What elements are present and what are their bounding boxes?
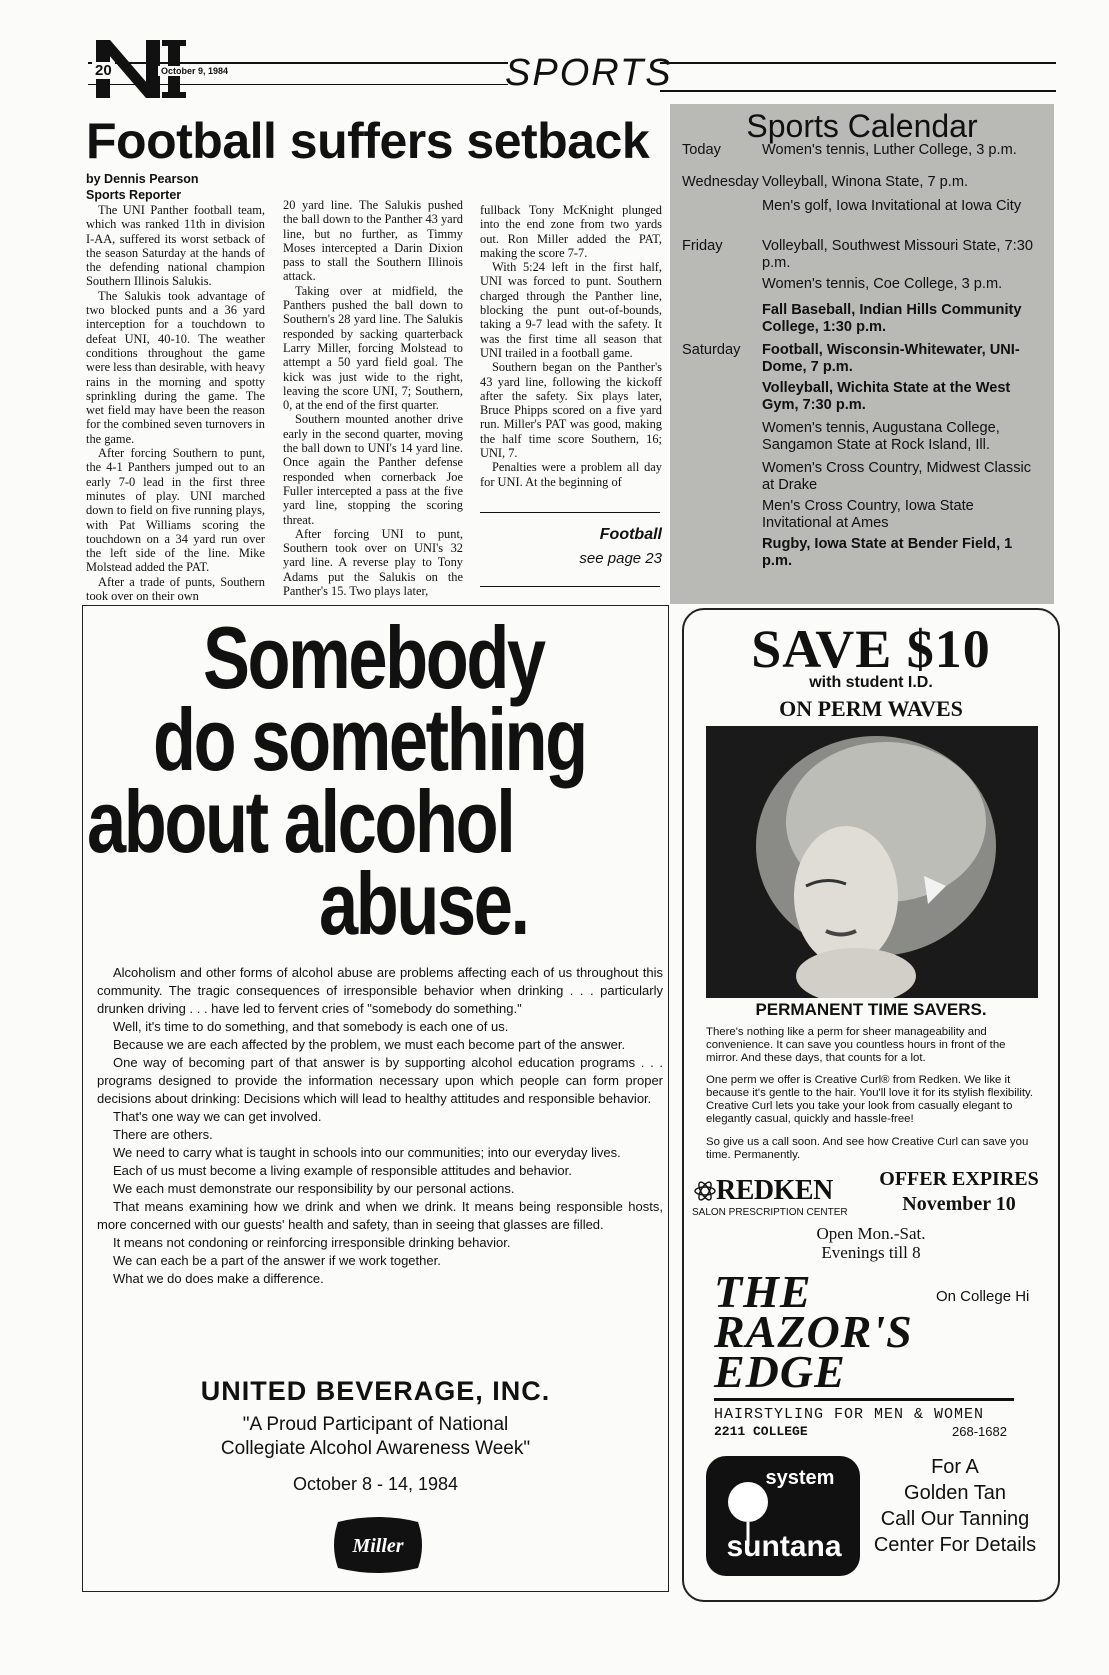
salon-name-line-1: THE [714, 1266, 812, 1317]
calendar-event: Men's Cross Country, Iowa State Invitational at Ames [762, 498, 974, 531]
tanning-line-1: For A [931, 1456, 979, 1478]
sports-calendar [670, 104, 1054, 604]
model-portrait-photo [706, 726, 1038, 998]
salon-phone: 268-1682 [952, 1424, 1007, 1439]
calendar-event: Volleyball, Southwest Missouri State, 7:30 p.m. [762, 238, 1033, 271]
perm-paragraph: So give us a call soon. And see how Creative Curl can save you time. Permanently. [706, 1136, 1029, 1161]
masthead-rule-right-bottom [660, 90, 1056, 92]
article-column-3 [480, 203, 662, 489]
save-subhead: with student I.D. [809, 674, 933, 691]
article-column-2 [283, 198, 463, 598]
salon-hours-days: Open Mon.-Sat. [816, 1224, 926, 1243]
masthead-rule-top [88, 62, 508, 64]
calendar-event: Volleyball, Wichita State at the West Gym, 7:30 p.m. [762, 380, 1011, 413]
calendar-event: Women's tennis, Luther College, 3 p.m. [762, 142, 1017, 158]
calendar-event: Women's Cross Country, Midwest Classic at Drake [762, 460, 1032, 493]
paragraph: 20 yard line. The Salukis pushed the ball down to the Panther 43 yard line, but no further, as Timmy Moses intercepted a Darin Dixion pass to stall the Southern Illinois attack. [283, 198, 463, 284]
perm-paragraph: There's nothing like a perm for sheer manageability and convenience. It can save you countless hours in front of the mirror. And these days, that counts for a lot. [706, 1026, 1006, 1064]
ad-paragraph: What we do does make a difference. [113, 1271, 324, 1286]
salon-name-line-2: RAZOR'S [714, 1306, 913, 1357]
masthead-rule-right-top [660, 62, 1056, 64]
ad-paragraph: Each of us must become a living example of responsible attitudes and behavior. [113, 1163, 572, 1178]
article-headline: Football suffers setback [86, 113, 650, 169]
byline [86, 171, 199, 203]
suntana-logo-name: suntana [726, 1530, 842, 1563]
salon-name-line-3: EDGE [714, 1346, 846, 1397]
redken-atom-icon [694, 1180, 716, 1202]
ad-paragraph: Because we are each affected by the problem, we must each become part of the answer. [113, 1037, 626, 1052]
paragraph: After forcing UNI to punt, Southern took over on UNI's 32 yard line. A reverse play to Tony Adams put the Salukis on the Panther's 15. Two plays later, [283, 526, 463, 599]
save-headline: SAVE $10 [751, 619, 991, 679]
calendar-event: Rugby, Iowa State at Bender Field, 1 p.m. [762, 536, 1013, 569]
salon-services: HAIRSTYLING FOR MEN & WOMEN [714, 1406, 985, 1423]
paragraph: After a trade of punts, Southern took over on their own [86, 574, 265, 604]
calendar-event: Fall Baseball, Indian Hills Community College, 1:30 p.m. [762, 302, 1022, 335]
calendar-event: Volleyball, Winona State, 7 p.m. [762, 174, 969, 190]
paragraph: Penalties were a problem all day for UNI. At the beginning of [480, 460, 662, 489]
calendar-day: Friday [682, 238, 723, 254]
calendar-event: Women's tennis, Coe College, 3 p.m. [762, 276, 1003, 292]
ad-event-dates: October 8 - 14, 1984 [292, 1474, 459, 1494]
paragraph: After forcing Southern to punt, the 4-1 Panthers jumped out to an early 7-0 lead in the first three minutes of play. UNI marched down to field on five running plays, with Pat Williams scoring the touchdown on a 34 yard run over the left side of the line. Mike Molstead added the PAT. [86, 446, 265, 575]
salon-hours-evenings: Evenings till 8 [821, 1243, 921, 1262]
ad-paragraph: Well, it's time to do something, and that somebody is each one of us. [113, 1019, 509, 1034]
tanning-line-4: Center For Details [873, 1534, 1037, 1556]
salon-location: On College Hi [936, 1288, 1030, 1305]
offer-expires-label: OFFER EXPIRES [879, 1168, 1039, 1190]
paragraph: Southern mounted another drive early in the second quarter, moving the ball down to UNI's 14 yard line. Once again the Panther defense responded when cornerback Joe Fuller intercepted a pass at the five yard line, stopping the scoring threat. [283, 412, 463, 527]
page-number: 20 [92, 62, 115, 79]
ad-paragraph: There are others. [113, 1127, 213, 1142]
paragraph: The UNI Panther football team, which was ranked 11th in division I-AA, suffered its worst setback of the season Saturday at the hands of the defending national champion Southern Illinois Salukis. [86, 203, 265, 289]
tanning-line-3: Call Our Tanning [880, 1508, 1030, 1530]
ad-headline-line-2: do something [153, 690, 586, 789]
paragraph: The Salukis took advantage of two blocked punts and a 36 yard interception for a touchdown to defeat UNI, 40-10. The weather conditions throughout the game were less than desirable, with heavy rains in the morning and spotty sprinkling during the game. The wet field may have been the reason for the combined seven turnovers in the game. [86, 288, 265, 446]
ad-paragraph: That means examining how we drink and when we drink. It means being responsible hosts, more concerned with our guests' health and safety, than in seeing that glasses are filled. [97, 1199, 663, 1232]
ad-headline-line-1: Somebody [203, 608, 544, 707]
perm-paragraph: One perm we offer is Creative Curl® from Redken. We like it because it's gentle to the hair. You'll love it for its stylish flexibility. Creative Curl lets you take your look from casually elegant to elegantly casual, quickly and hassle-free! [706, 1074, 1034, 1125]
ad-paragraph: It means not condoning or reinforcing irresponsible drinking behavior. [113, 1235, 511, 1250]
calendar-event: Women's tennis, Augustana College, Sangamon State at Rock Island, Ill. [762, 420, 1000, 453]
byline-name: by Dennis Pearson [86, 172, 199, 186]
ad-body [97, 964, 663, 1288]
jump-page-link[interactable]: see page 23 [579, 550, 662, 567]
paragraph: fullback Tony McKnight plunged into the end zone from two yards out. Ron Miller added the PAT, making the score 7-7. [480, 203, 662, 260]
byline-role: Sports Reporter [86, 188, 182, 202]
ad-headline-line-3: about alcohol [87, 772, 514, 871]
ad-sponsor-name: UNITED BEVERAGE, INC. [200, 1376, 551, 1406]
jump-rule [480, 512, 660, 513]
ad-paragraph: That's one way we can get involved. [113, 1109, 322, 1124]
calendar-day: Today [682, 142, 721, 158]
calendar-day: Saturday [682, 342, 741, 358]
miller-logo-icon [328, 1514, 428, 1576]
offer-expires-date: November 10 [902, 1193, 1016, 1215]
redken-brand: REDKEN [716, 1175, 833, 1206]
alcohol-awareness-ad [82, 605, 669, 1592]
section-title: SPORTS [505, 52, 673, 94]
perm-waves-ad [682, 608, 1060, 1602]
ad-paragraph: We can each be a part of the answer if we work together. [113, 1253, 441, 1268]
ad-tagline-line-1: "A Proud Participant of National [242, 1414, 509, 1435]
suntana-logo-icon [704, 1450, 862, 1582]
perm-title: PERMANENT TIME SAVERS. [755, 1000, 987, 1019]
issue-date: October 9, 1984 [158, 66, 231, 76]
article-column-1 [86, 203, 265, 603]
jump-label: Football [599, 526, 662, 543]
ad-headline-line-4: abuse. [319, 854, 528, 953]
redken-subtitle: SALON PRESCRIPTION CENTER [692, 1207, 848, 1218]
masthead-rule-bottom [88, 84, 508, 85]
paragraph: Southern began on the Panther's 43 yard line, following the kickoff after the safety. Six plays later, Bruce Phipps scored on a five yard run. Miller's PAT was good, making the half time score Southern, 16; UNI, 7. [480, 360, 662, 461]
salon-address: 2211 COLLEGE [714, 1424, 808, 1439]
ad-paragraph: We each must demonstrate our responsibility by our personal actions. [113, 1181, 515, 1196]
miller-logo-text: Miller [352, 1535, 404, 1557]
ad-paragraph: Alcoholism and other forms of alcohol abuse are problems affecting each of us throughout this community. The tragic consequences of irresponsible behavior when drinking . . . particularly drunken driving . . . have led to fervent cries of "somebody do something." [97, 965, 663, 1016]
calendar-day: Wednesday [682, 174, 759, 190]
calendar-event: Football, Wisconsin-Whitewater, UNI-Dome, 7 p.m. [762, 342, 1020, 375]
perm-offer: ON PERM WAVES [779, 696, 963, 721]
jump-rule [480, 586, 660, 587]
paragraph: Taking over at midfield, the Panthers pushed the ball down to Southern's 28 yard line. The Salukis responded by sacking quarterback Larry Miller, forcing Molstead to attempt a 50 yard field goal. The kick was just wide to the right, leaving the score UNI, 7; Southern, 0, at the end of the first quarter. [283, 283, 463, 413]
ad-tagline-line-2: Collegiate Alcohol Awareness Week" [220, 1438, 531, 1459]
suntana-logo-system: system [765, 1467, 835, 1489]
ad-paragraph: One way of becoming part of that answer is by supporting alcohol education programs . . . programs designed to provide the information necessary upon which people can form proper decisions about drinking: Decisions which will lead to healthy attitudes and responsible behavior. [97, 1055, 663, 1106]
tanning-line-2: Golden Tan [904, 1482, 1006, 1504]
salon-rule [714, 1398, 1014, 1401]
ad-paragraph: We need to carry what is taught in schools into our communities; into our everyday lives. [113, 1145, 621, 1160]
calendar-event: Men's golf, Iowa Invitational at Iowa City [762, 198, 1022, 214]
paragraph: With 5:24 left in the first half, UNI was forced to punt. Southern charged through the Panther line, blocking the punt out-of-bounds, taking a 9-7 lead with the safety. It was the first time all season that UNI trailed in a football game. [480, 260, 662, 360]
calendar-title: Sports Calendar [746, 108, 978, 144]
